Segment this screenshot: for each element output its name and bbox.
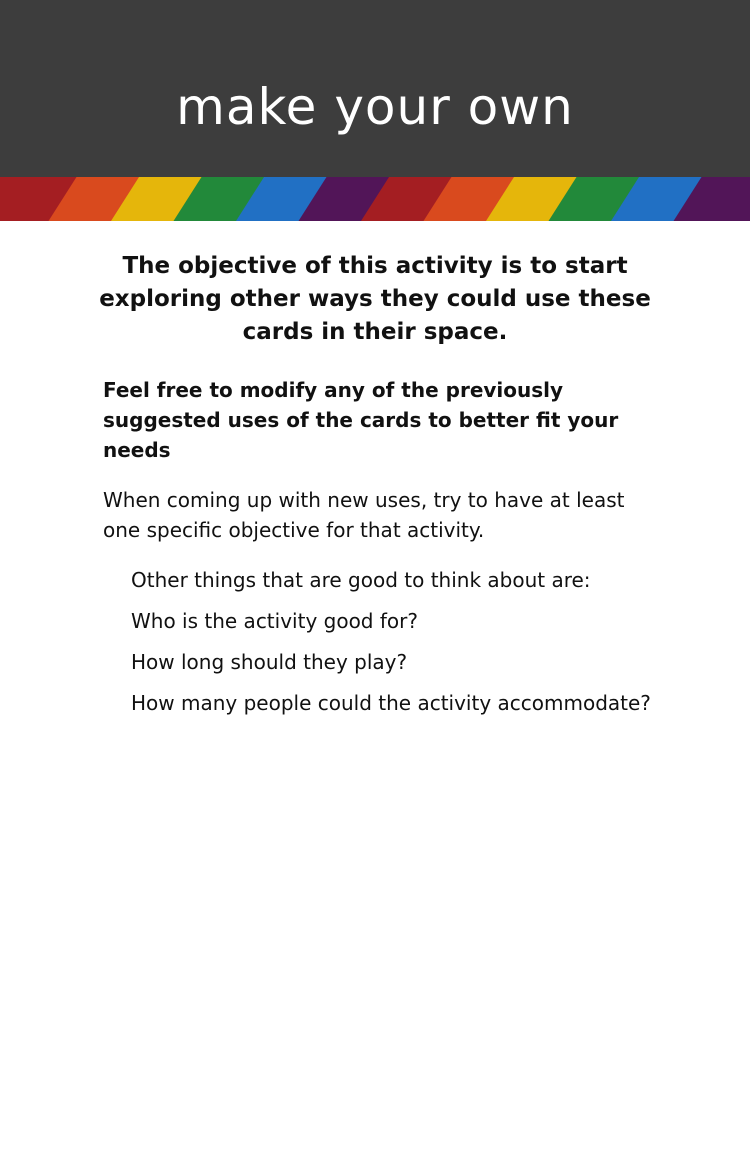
objective-statement: The objective of this activity is to start exploring other ways they could use these cards in their space. [99, 253, 651, 345]
rainbow-stripe [0, 177, 750, 221]
list-item: Who is the activity good for? [131, 609, 418, 633]
list-item: How many people could the activity accommodate? [131, 691, 651, 715]
page-title: make your own [176, 78, 574, 136]
list-item: Other things that are good to think about are: [131, 568, 591, 592]
modify-note: Feel free to modify any of the previously suggested uses of the cards to better fit your needs [103, 378, 619, 462]
list-item: How long should they play? [131, 650, 408, 674]
content-body [0, 250, 750, 729]
header-banner [0, 0, 750, 177]
considerations-list [131, 565, 671, 718]
new-uses-note: When coming up with new uses, try to have at least one specific objective for that activity. [103, 488, 625, 542]
